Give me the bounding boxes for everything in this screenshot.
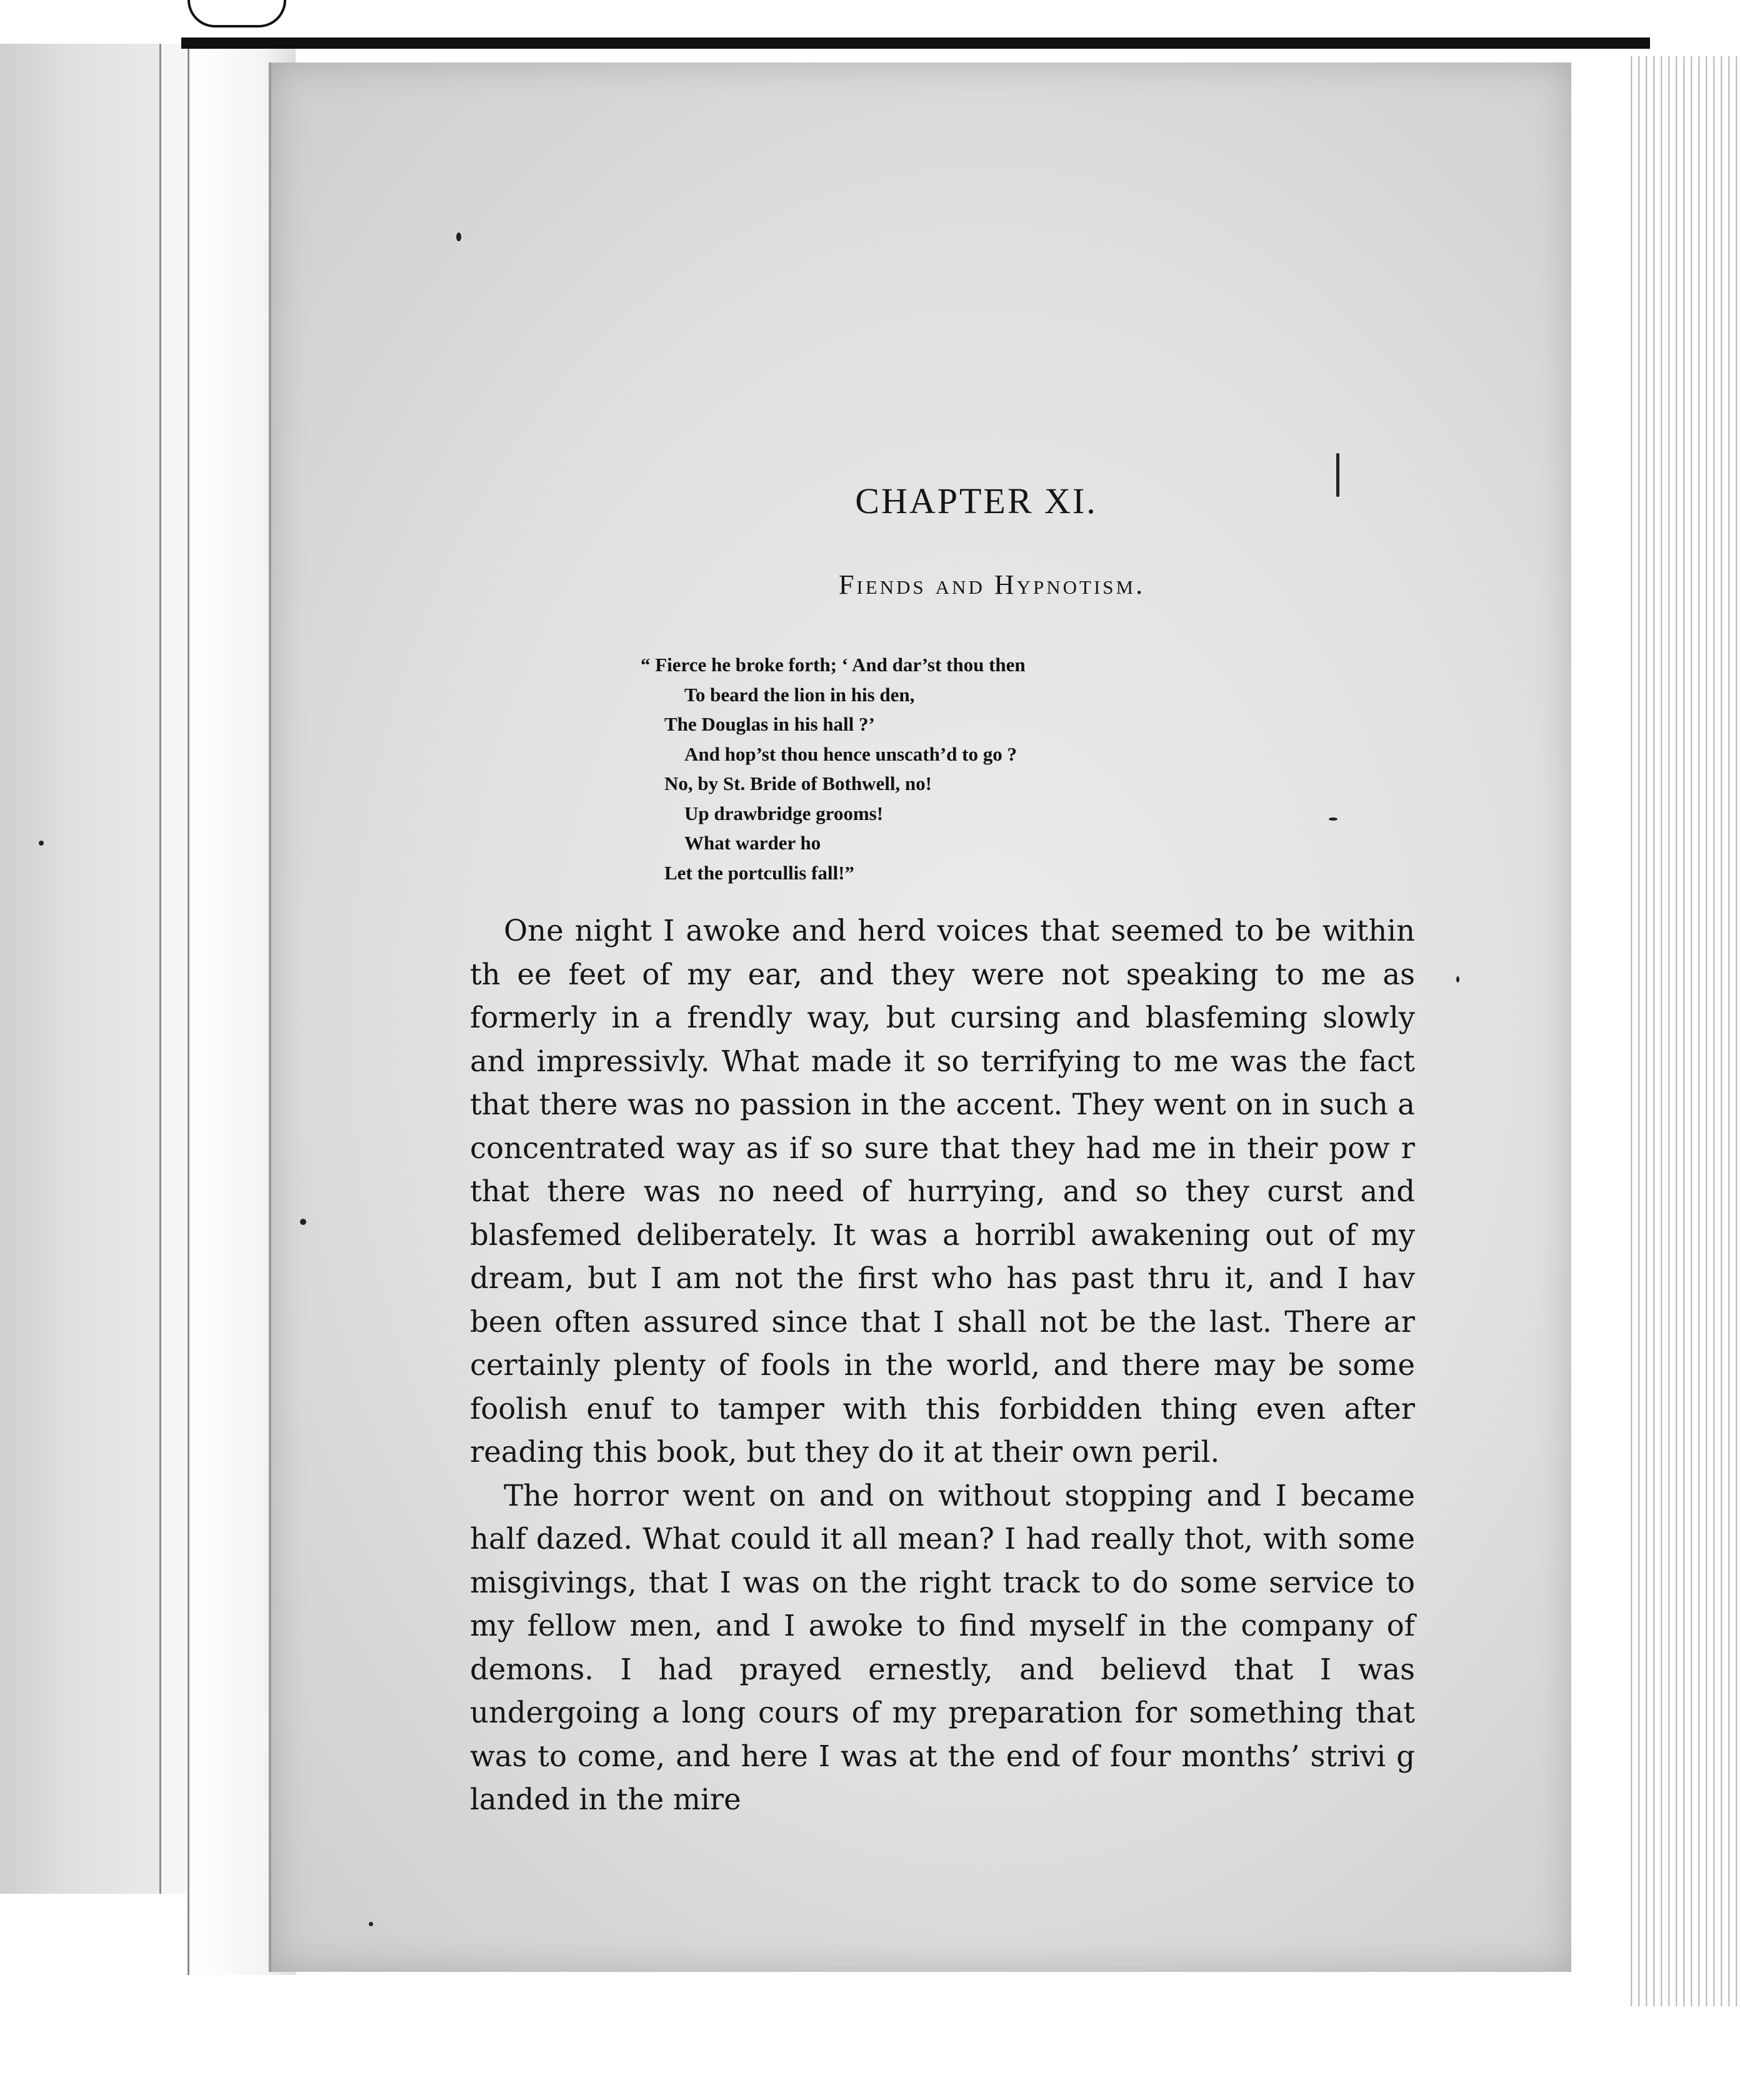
speck (39, 841, 44, 846)
verse-line: What warder ho (684, 832, 821, 854)
body-paragraph: One night I awoke and herd voices that seemed to be within th ee feet of my ear, and they were not speaking to me as formerly in a frendly way, but cursing and blasfeming slowly and impressivly. What made it so terrifying to me was the fact that there was no passion in the accent. They went on in such a concentrated way as if so sure that they had me in their pow r that there was no need of hurrying, and so they curst and blasfemed deliberately. It was a horribl awakening out of my dream, but I am not the first who has past thru it, and I hav been often assured since that I shall not be the last. There ar certainly plenty of fools in the world, and there may be some foolish enuf to tamper with this forbidden thing even after reading this book, but they do it at their own peril. (470, 914, 1415, 1469)
chapter-body (470, 909, 1415, 1822)
left-page-edge (159, 44, 186, 1894)
body-paragraph: The horror went on and on without stopping and I became half dazed. What could it all mean? I had really thot, with some misgivings, that I was on the right track to do some service to my fellow men, and I awoke to find myself in the company of demons. I had prayed ernestly, and believd that I was undergoing a long cours of my preparation for something that was to come, and here I was at the end of four months’ strivi g landed in the mire (470, 1478, 1415, 1816)
page-stack-edges (1625, 56, 1740, 2006)
chapter-title: CHAPTER XI. (855, 481, 1098, 521)
verse-line: No, by St. Bride of Bothwell, no! (664, 772, 932, 794)
speck (1329, 818, 1338, 821)
facing-page-left (0, 44, 185, 1894)
verse-line: To beard the lion in his den, (684, 683, 915, 706)
speck (456, 232, 461, 241)
speck (1456, 976, 1459, 982)
speck (369, 1922, 373, 1926)
verse-line: The Douglas in his hall ?’ (664, 713, 875, 735)
verse-line: And hop’st thou hence unscath’d to go ? (684, 742, 1017, 765)
verse-line: Up drawbridge grooms! (684, 802, 884, 824)
epigraph-verse (641, 650, 1266, 888)
verse-line: Let the portcullis fall!” (664, 861, 854, 884)
speck (300, 1219, 306, 1225)
scan-border-top (181, 38, 1650, 49)
scan-corner-mark (188, 0, 286, 28)
chapter-subtitle: Fiends and Hypnotism. (838, 569, 1146, 600)
verse-line: “ Fierce he broke forth; ‘ And dar’st thou then (641, 654, 1026, 676)
